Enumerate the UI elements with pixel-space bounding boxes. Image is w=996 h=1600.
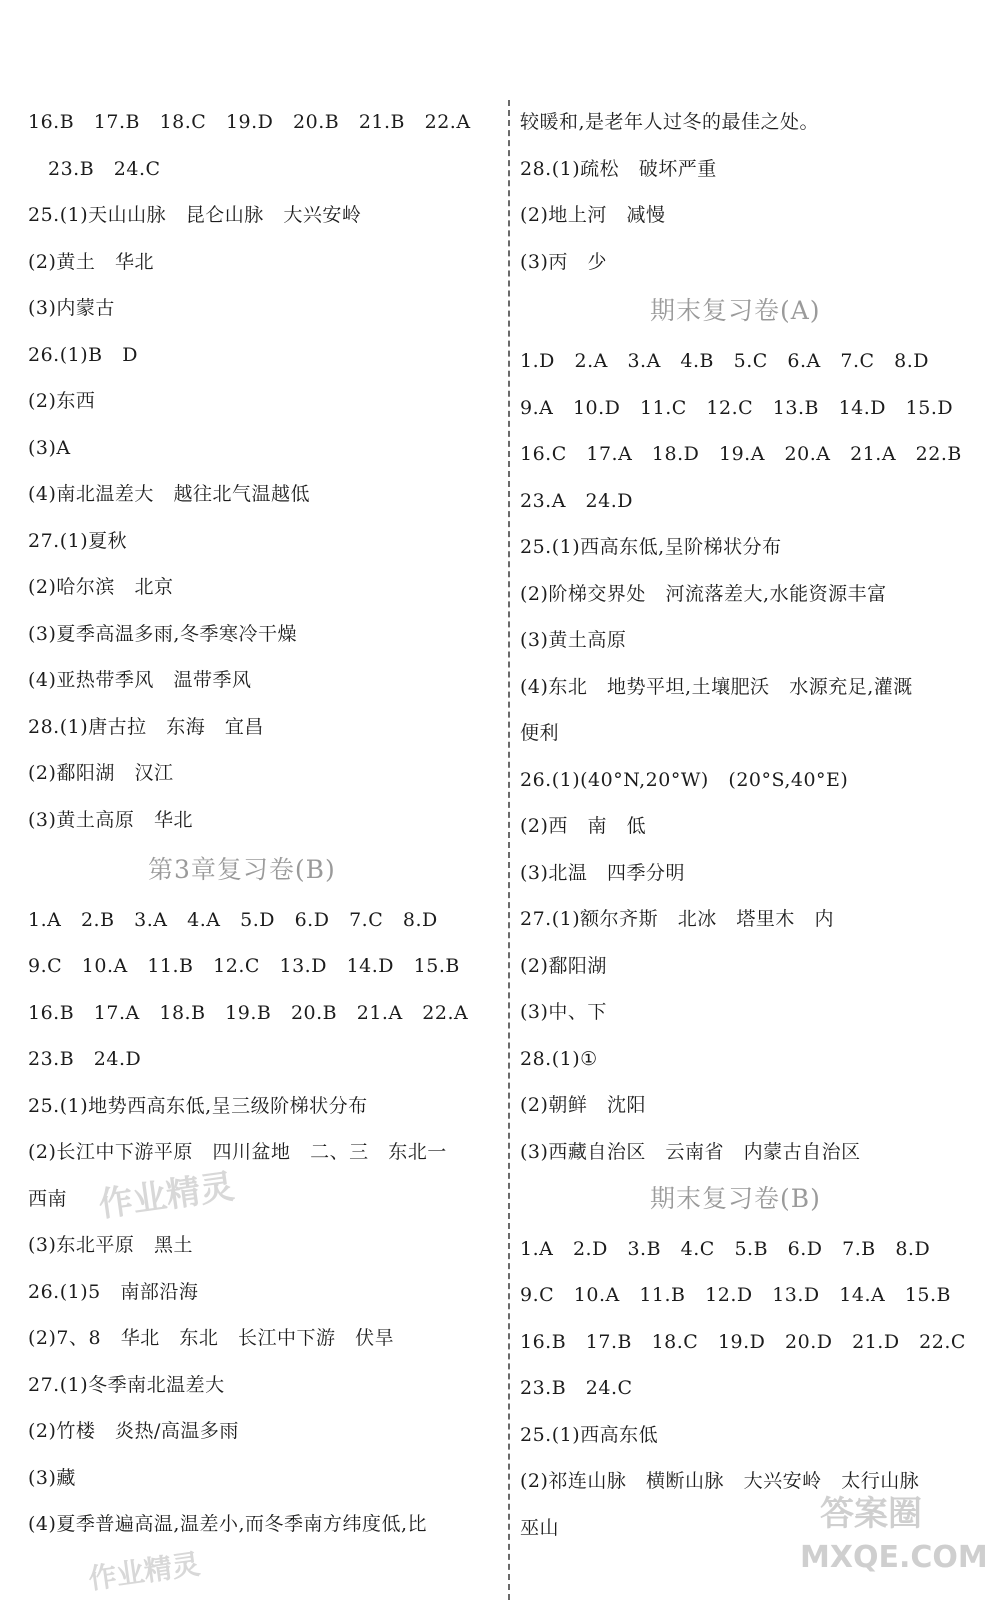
answer-line: 9.A 10.D 11.C 12.C 13.B 14.D 15.D (520, 397, 954, 419)
answer-line: (3)夏季高温多雨,冬季寒冷干燥 (28, 623, 297, 645)
section-heading: 期末复习卷(B) (650, 1184, 821, 1213)
watermark-corner-top: 答案圈 (820, 1494, 922, 1534)
answer-line: 9.C 10.A 11.B 12.C 13.D 14.D 15.B (28, 955, 460, 977)
answer-line: (2)地上河 减慢 (520, 204, 666, 226)
answer-line: 27.(1)冬季南北温差大 (28, 1374, 225, 1396)
section-heading: 第3章复习卷(B) (148, 855, 336, 884)
answer-line: (2)鄱阳湖 汉江 (28, 762, 174, 784)
answer-line: 巫山 (520, 1517, 560, 1539)
answer-line: 25.(1)西高东低 (520, 1424, 659, 1446)
answer-line: (2)祁连山脉 横断山脉 大兴安岭 太行山脉 (520, 1470, 920, 1492)
answer-line: 便利 (520, 722, 560, 744)
answer-line: 9.C 10.A 11.B 12.D 13.D 14.A 15.B (520, 1284, 952, 1306)
answer-line: (2)鄱阳湖 (520, 955, 607, 977)
answer-line: 25.(1)西高东低,呈阶梯状分布 (520, 536, 782, 558)
answer-line: 27.(1)夏秋 (28, 530, 128, 552)
answer-line: (3)黄土高原 华北 (28, 809, 194, 831)
answer-line: 1.A 2.B 3.A 4.A 5.D 6.D 7.C 8.D (28, 909, 438, 931)
answer-line: (3)内蒙古 (28, 297, 115, 319)
watermark-bottom: 作业精灵 (86, 1547, 202, 1596)
answer-line: (3)丙 少 (520, 251, 608, 273)
answer-line: 西南 (28, 1188, 68, 1210)
answer-line: (2)东西 (28, 390, 96, 412)
answer-line: (3)北温 四季分明 (520, 862, 686, 884)
answer-line: (4)夏季普遍高温,温差小,而冬季南方纬度低,比 (28, 1513, 428, 1535)
answer-line: (3)东北平原 黑土 (28, 1234, 194, 1256)
answer-line: 27.(1)额尔齐斯 北冰 塔里木 内 (520, 908, 834, 930)
answer-line: 16.B 17.B 18.C 19.D 20.D 21.D 22.C (520, 1331, 966, 1353)
answer-line: 1.A 2.D 3.B 4.C 5.B 6.D 7.B 8.D (520, 1238, 931, 1260)
column-divider (508, 100, 510, 1600)
answer-line: 25.(1)天山山脉 昆仑山脉 大兴安岭 (28, 204, 362, 226)
section-heading: 期末复习卷(A) (650, 296, 821, 325)
answer-line: 28.(1)唐古拉 东海 宜昌 (28, 716, 264, 738)
answer-line: 23.B 24.C (520, 1377, 633, 1399)
answer-line: 16.C 17.A 18.D 19.A 20.A 21.A 22.B (520, 443, 962, 465)
answer-line: (3)A (28, 437, 71, 459)
answer-line: (2)黄土 华北 (28, 251, 155, 273)
answer-line: (3)中、下 (520, 1001, 607, 1023)
answer-line: (2)朝鲜 沈阳 (520, 1094, 647, 1116)
answer-line: (2)长江中下游平原 四川盆地 二、三 东北一 (28, 1141, 447, 1163)
answer-line: 26.(1)5 南部沿海 (28, 1281, 199, 1303)
answer-line: (2)竹楼 炎热/高温多雨 (28, 1420, 239, 1442)
answer-line: 28.(1)① (520, 1048, 598, 1070)
answer-line: 23.A 24.D (520, 490, 634, 512)
answer-line: 26.(1)(40°N,20°W) (20°S,40°E) (520, 769, 849, 791)
answer-line: (3)藏 (28, 1467, 76, 1489)
watermark-corner-bottom: MXQE.COM (800, 1540, 988, 1575)
answer-line: 26.(1)B D (28, 344, 138, 366)
answer-line: (4)亚热带季风 温带季风 (28, 669, 252, 691)
answer-line: (4)东北 地势平坦,土壤肥沃 水源充足,灌溉 (520, 676, 913, 698)
answer-line: (2)阶梯交界处 河流落差大,水能资源丰富 (520, 583, 887, 605)
watermark-mid: 作业精灵 (96, 1166, 237, 1226)
answer-line: 23.B 24.D (28, 1048, 142, 1070)
answer-line: 16.B 17.B 18.C 19.D 20.B 21.B 22.A (28, 111, 471, 133)
answer-line: (3)黄土高原 (520, 629, 627, 651)
answer-line: (3)西藏自治区 云南省 内蒙古自治区 (520, 1141, 861, 1163)
answer-line: 25.(1)地势西高东低,呈三级阶梯状分布 (28, 1095, 368, 1117)
answer-line: (2)7、8 华北 东北 长江中下游 伏旱 (28, 1327, 395, 1349)
answer-line: (2)哈尔滨 北京 (28, 576, 174, 598)
answer-line: 23.B 24.C (48, 158, 161, 180)
answer-line: 较暖和,是老年人过冬的最佳之处。 (520, 111, 820, 133)
answer-line: (2)西 南 低 (520, 815, 647, 837)
answer-line: 1.D 2.A 3.A 4.B 5.C 6.A 7.C 8.D (520, 350, 930, 372)
answer-line: 28.(1)疏松 破坏严重 (520, 158, 717, 180)
answer-line: (4)南北温差大 越往北气温越低 (28, 483, 311, 505)
answer-line: 16.B 17.A 18.B 19.B 20.B 21.A 22.A (28, 1002, 469, 1024)
